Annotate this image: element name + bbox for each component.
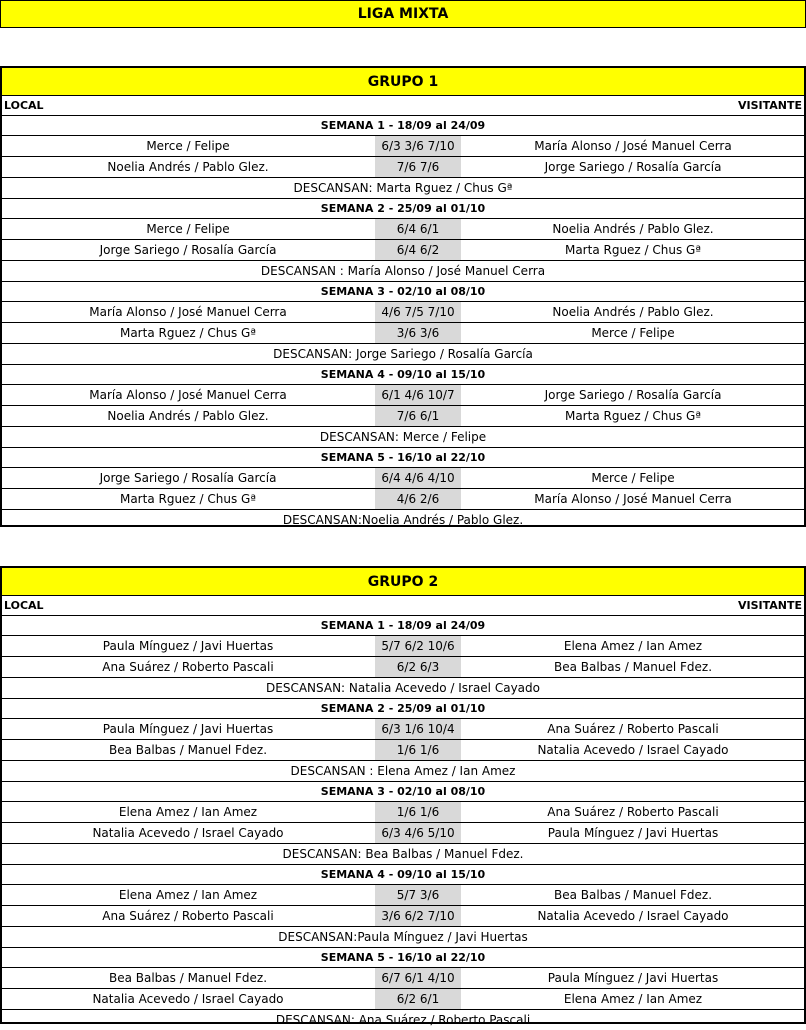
resting-pair: DESCANSAN : Elena Amez / Ian Amez	[2, 761, 804, 782]
week-header: SEMANA 2 - 25/09 al 01/10	[2, 199, 804, 219]
match-score: 6/1 4/6 10/7	[374, 385, 462, 405]
group-title: GRUPO 2	[2, 568, 804, 596]
local-pair: Jorge Sariego / Rosalía García	[99, 471, 277, 485]
match-row	[2, 136, 804, 157]
resting-pair: DESCANSAN: Ana Suárez / Roberto Pascali	[275, 1013, 531, 1027]
match-score: 6/2 6/1	[374, 989, 462, 1009]
match-score: 4/6 2/6	[374, 489, 462, 509]
match-score: 6/3 4/6 5/10	[374, 823, 462, 843]
match-score: 1/6 1/6	[374, 802, 462, 822]
visitor-pair: Elena Amez / Ian Amez	[563, 992, 703, 1006]
match-score: 1/6 1/6	[374, 740, 462, 760]
local-column-header: LOCAL	[4, 599, 44, 612]
week-header: SEMANA 4 - 09/10 al 15/10	[2, 865, 804, 885]
resting-pair: DESCANSAN: Jorge Sariego / Rosalía García	[2, 344, 804, 365]
match-row	[2, 823, 804, 844]
match-score: 6/4 6/2	[374, 240, 462, 260]
match-row	[2, 489, 804, 510]
visitor-pair: Marta Rguez / Chus Gª	[564, 409, 702, 423]
week-header: SEMANA 1 - 18/09 al 24/09	[2, 116, 804, 136]
league-title: LIGA MIXTA	[0, 0, 806, 28]
resting-pair: DESCANSAN: Marta Rguez / Chus Gª	[2, 178, 804, 199]
local-pair: María Alonso / José Manuel Cerra	[89, 388, 287, 402]
visitor-pair: Jorge Sariego / Rosalía García	[544, 160, 722, 174]
match-row	[2, 719, 804, 740]
match-score: 6/2 6/3	[374, 657, 462, 677]
resting-pair: DESCANSAN: Merce / Felipe	[2, 427, 804, 448]
visitor-column-header: VISITANTE	[737, 99, 802, 112]
group-2-table	[0, 566, 806, 1027]
match-row	[2, 219, 804, 240]
local-pair: Merce / Felipe	[146, 222, 230, 236]
local-pair: Noelia Andrés / Pablo Glez.	[107, 160, 269, 174]
visitor-pair: Ana Suárez / Roberto Pascali	[547, 722, 719, 736]
visitor-pair: Elena Amez / Ian Amez	[563, 639, 703, 653]
local-pair: Elena Amez / Ian Amez	[118, 888, 258, 902]
week-header: SEMANA 2 - 25/09 al 01/10	[2, 699, 804, 719]
group-title: GRUPO 1	[2, 68, 804, 96]
local-pair: Natalia Acevedo / Israel Cayado	[92, 992, 284, 1006]
local-pair: Paula Mínguez / Javi Huertas	[102, 722, 274, 736]
column-header-row	[2, 96, 804, 116]
visitor-pair: María Alonso / José Manuel Cerra	[534, 139, 732, 153]
local-pair: Paula Mínguez / Javi Huertas	[102, 639, 274, 653]
week-header: SEMANA 1 - 18/09 al 24/09	[2, 616, 804, 636]
visitor-pair: María Alonso / José Manuel Cerra	[534, 492, 732, 506]
visitor-pair: Paula Mínguez / Javi Huertas	[547, 971, 719, 985]
local-pair: Elena Amez / Ian Amez	[118, 805, 258, 819]
visitor-pair: Paula Mínguez / Javi Huertas	[547, 826, 719, 840]
match-row	[2, 989, 804, 1010]
visitor-pair: Bea Balbas / Manuel Fdez.	[553, 660, 713, 674]
local-pair: Bea Balbas / Manuel Fdez.	[108, 971, 268, 985]
match-score: 7/6 7/6	[374, 157, 462, 177]
match-row	[2, 885, 804, 906]
match-score: 7/6 6/1	[374, 406, 462, 426]
match-row	[2, 157, 804, 178]
match-row	[2, 657, 804, 678]
match-row	[2, 302, 804, 323]
match-score: 6/4 6/1	[374, 219, 462, 239]
match-score: 5/7 6/2 10/6	[374, 636, 462, 656]
visitor-pair: Natalia Acevedo / Israel Cayado	[537, 743, 729, 757]
local-pair: María Alonso / José Manuel Cerra	[89, 305, 287, 319]
resting-pair: DESCANSAN:Paula Mínguez / Javi Huertas	[2, 927, 804, 948]
match-score: 3/6 3/6	[374, 323, 462, 343]
match-score: 5/7 3/6	[374, 885, 462, 905]
resting-pair: DESCANSAN:Noelia Andrés / Pablo Glez.	[282, 513, 524, 527]
visitor-pair: Marta Rguez / Chus Gª	[564, 243, 702, 257]
visitor-pair: Noelia Andrés / Pablo Glez.	[552, 222, 714, 236]
column-header-row	[2, 596, 804, 616]
match-score: 6/4 4/6 4/10	[374, 468, 462, 488]
visitor-pair: Noelia Andrés / Pablo Glez.	[552, 305, 714, 319]
local-pair: Jorge Sariego / Rosalía García	[99, 243, 277, 257]
resting-pair: DESCANSAN : María Alonso / José Manuel Cerra	[2, 261, 804, 282]
local-pair: Ana Suárez / Roberto Pascali	[102, 909, 274, 923]
resting-pair: DESCANSAN: Bea Balbas / Manuel Fdez.	[2, 844, 804, 865]
local-pair: Merce / Felipe	[146, 139, 230, 153]
week-header: SEMANA 4 - 09/10 al 15/10	[2, 365, 804, 385]
group-1-table	[0, 66, 806, 527]
visitor-pair: Merce / Felipe	[591, 326, 675, 340]
match-row	[2, 240, 804, 261]
local-pair: Ana Suárez / Roberto Pascali	[102, 660, 274, 674]
visitor-pair: Ana Suárez / Roberto Pascali	[547, 805, 719, 819]
visitor-pair: Jorge Sariego / Rosalía García	[544, 388, 722, 402]
match-row	[2, 740, 804, 761]
local-pair: Marta Rguez / Chus Gª	[119, 326, 257, 340]
match-row	[2, 468, 804, 489]
local-pair: Natalia Acevedo / Israel Cayado	[92, 826, 284, 840]
match-row	[2, 906, 804, 927]
match-row	[2, 968, 804, 989]
resting-pair: DESCANSAN: Natalia Acevedo / Israel Cayado	[2, 678, 804, 699]
match-row	[2, 802, 804, 823]
local-pair: Marta Rguez / Chus Gª	[119, 492, 257, 506]
visitor-pair: Natalia Acevedo / Israel Cayado	[537, 909, 729, 923]
match-row	[2, 323, 804, 344]
match-row	[2, 406, 804, 427]
match-score: 4/6 7/5 7/10	[374, 302, 462, 322]
visitor-pair: Merce / Felipe	[591, 471, 675, 485]
match-score: 6/7 6/1 4/10	[374, 968, 462, 988]
local-column-header: LOCAL	[4, 99, 44, 112]
visitor-pair: Bea Balbas / Manuel Fdez.	[553, 888, 713, 902]
match-score: 6/3 3/6 7/10	[374, 136, 462, 156]
match-row	[2, 385, 804, 406]
match-row	[2, 636, 804, 657]
week-header: SEMANA 5 - 16/10 al 22/10	[2, 448, 804, 468]
local-pair: Noelia Andrés / Pablo Glez.	[107, 409, 269, 423]
match-score: 6/3 1/6 10/4	[374, 719, 462, 739]
match-score: 3/6 6/2 7/10	[374, 906, 462, 926]
week-header: SEMANA 3 - 02/10 al 08/10	[2, 282, 804, 302]
local-pair: Bea Balbas / Manuel Fdez.	[108, 743, 268, 757]
visitor-column-header: VISITANTE	[737, 599, 802, 612]
week-header: SEMANA 3 - 02/10 al 08/10	[2, 782, 804, 802]
week-header: SEMANA 5 - 16/10 al 22/10	[2, 948, 804, 968]
